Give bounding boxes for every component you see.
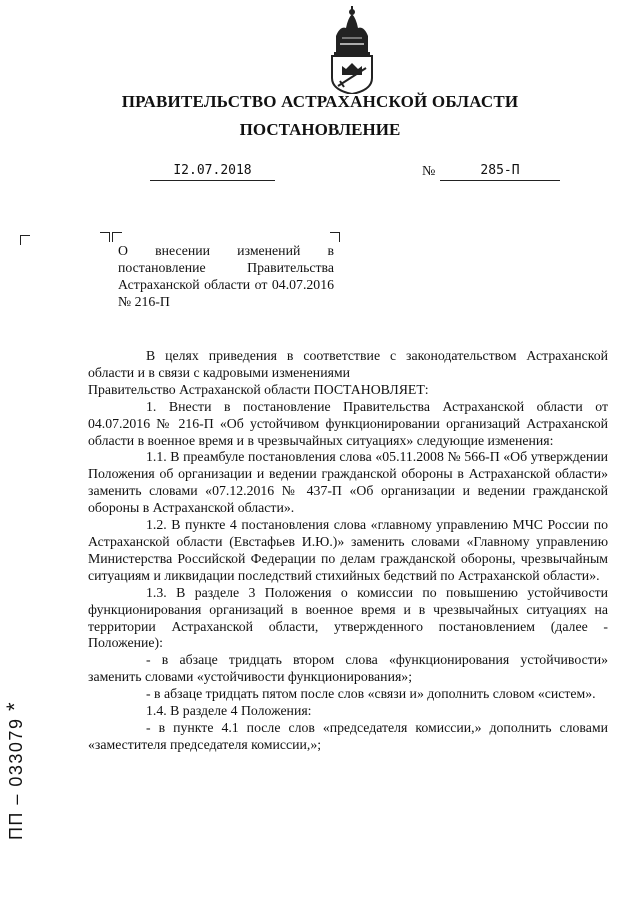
corner-mark bbox=[330, 232, 340, 242]
corner-mark bbox=[112, 232, 122, 242]
paragraph-1-4: 1.4. В разделе 4 Положения: bbox=[146, 703, 312, 719]
asterisk-mark: * bbox=[2, 700, 27, 712]
serial-stamp bbox=[2, 670, 27, 840]
serial-number: ПП – 033079 bbox=[6, 717, 26, 840]
government-title: ПРАВИТЕЛЬСТВО АСТРАХАНСКОЙ ОБЛАСТИ bbox=[121, 92, 519, 111]
document-subject: О внесении изменений в постановление Правительства Астраханской области от 04.07.2016 № 216-П bbox=[118, 243, 334, 309]
list-item: - в пункте 4.1 после слов «председателя комиссии,» дополнить словами «заместителя председателя комиссии,»; bbox=[88, 719, 608, 752]
paragraph-1-2: 1.2. В пункте 4 постановления слова «главному управлению МЧС России по Астраханской области (Евстафьев И.Ю.)» заменить словами «Главному управлению Министерства Российской Федерации по делам гражданской обороны, чрезвычайным ситуациям и ликвидации последствий стихийных бедствий по Астраханской области». bbox=[88, 517, 608, 583]
coat-of-arms-icon bbox=[322, 6, 382, 94]
paragraph-1-1: 1.1. В преамбуле постановления слова «05.11.2008 № 566-П «Об утверждении Положения об организации и ведении гражданской обороны в Астраханской области» заменить словами «07.12.2016 № 437-П «Об организации и ведении гражданской обороны в Астраханской области». bbox=[88, 449, 608, 516]
corner-mark bbox=[100, 232, 110, 242]
intro-paragraph: В целях приведения в соответствие с законодательством Астраханской области и в связи с кадровыми изменениями bbox=[88, 348, 608, 380]
document-number: 285-П bbox=[440, 163, 560, 181]
decree-line: Правительство Астраханской области ПОСТАНОВЛЯЕТ: bbox=[88, 381, 429, 397]
number-sign: № bbox=[422, 164, 436, 179]
document-body bbox=[88, 348, 608, 754]
document-type: ПОСТАНОВЛЕНИЕ bbox=[239, 120, 401, 139]
list-item: - в абзаце тридцать пятом после слов «связи и» дополнить словом «систем». bbox=[146, 686, 596, 702]
corner-mark bbox=[20, 235, 30, 245]
list-item: - в абзаце тридцать втором слова «функционирования устойчивости» заменить словами «устойчивости функционирования»; bbox=[88, 652, 608, 685]
document-date: I2.07.2018 bbox=[150, 163, 275, 181]
paragraph-1-3: 1.3. В разделе 3 Положения о комиссии по повышению устойчивости функционирования организаций в военное время и в чрезвычайных ситуациях на территории Астраханской области, утвержденного постановлением (далее - Положение): bbox=[88, 584, 608, 651]
paragraph-1: 1. Внести в постановление Правительства Астраханской области от 04.07.2016 № 216-П «Об устойчивом функционировании организаций Астраханской области в военное время и в чрезвычайных ситуациях» следующие изменения: bbox=[88, 398, 608, 448]
